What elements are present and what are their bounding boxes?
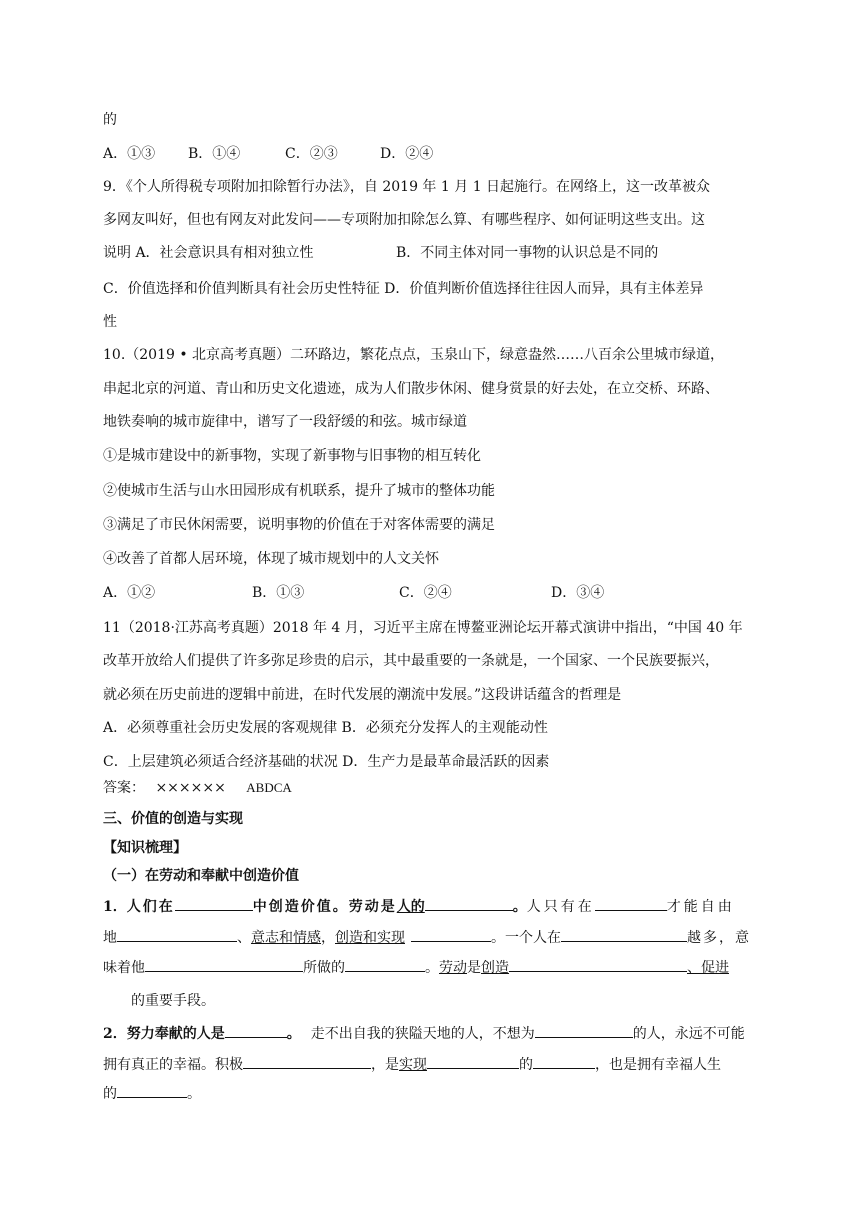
item2-line-2 <box>103 1053 721 1075</box>
fill-blank <box>243 1053 371 1069</box>
item2-text-2: 的人，永远不可能 <box>632 1026 745 1042</box>
q11-line-1: 11（2018·江苏高考真题）2018 年 4 月，习近平主席在博鳌亚洲论坛开幕式演讲中指出，“中国 40 年 <box>103 620 743 636</box>
q8-option-d: D．②④ <box>380 146 434 162</box>
q9-line-2: 多网友叫好，但也有网友对此发问——专项附加扣除怎么算、有哪些程序、如何证明这些支出。这 <box>103 212 705 228</box>
item1-l3-c: 。 <box>425 960 439 976</box>
q10-option-b: B．①③ <box>252 585 305 601</box>
answer-line <box>103 778 292 798</box>
fill-blank <box>117 1082 187 1098</box>
q8-options <box>103 144 433 164</box>
item1-l2-b: 、 <box>237 930 251 946</box>
q9-line-1: 9．《个人所得税专项附加扣除暂行办法》，自 2019 年 1 月 1 日起施行。在网络上，这一改革被众 <box>103 179 711 195</box>
item1-l3-f: 创造 <box>481 960 509 976</box>
q8-tail: 的 <box>103 112 117 128</box>
q8-option-c: C．②③ <box>285 146 338 162</box>
fill-blank <box>427 1053 519 1069</box>
item2-l2-a: 拥有真正的幸福。积极 <box>103 1057 243 1073</box>
fill-blank <box>225 1022 287 1038</box>
q11-line-5: C．上层建筑必须适合经济基础的状况 D．生产力是最革命最活跃的因素 <box>103 754 550 770</box>
item1-line-4: 的重要手段。 <box>131 993 215 1009</box>
q8-option-b: B．①④ <box>188 146 241 162</box>
q10-statement-3: ③满足了市民休闲需要，说明事物的价值在于对客体需要的满足 <box>103 517 495 533</box>
item1-number: 1． <box>103 899 127 915</box>
q9-line-4: C．价值选择和价值判断具有社会历史性特征 D．价值判断价值选择往往因人而异，具有主体差异 <box>103 281 704 297</box>
q10-line-3: 地铁奏响的城市旋律中，谱写了一段舒缓的和弦。城市绿道 <box>103 414 467 430</box>
q9-line-5: 性 <box>103 314 117 330</box>
q10-option-a: A．①② <box>103 585 156 601</box>
item1-l3-e: 是 <box>467 960 481 976</box>
item1-l2-f: 。一个人在 <box>491 930 561 946</box>
fill-blank <box>561 926 687 942</box>
fill-blank <box>411 926 491 942</box>
item2-l2-b: ，是 <box>371 1057 399 1073</box>
item1-l2-a: 地 <box>103 930 117 946</box>
item1-l3-g: 、促进 <box>687 960 729 976</box>
fill-blank <box>425 895 513 911</box>
item1-line-2 <box>103 926 751 948</box>
item1-line-3 <box>103 956 729 978</box>
item2-bold-1: 努力奉献的人是 <box>126 1026 225 1042</box>
item1-l3-a: 味着他 <box>103 960 145 976</box>
q9-option-b: B．不同主体对同一事物的认识总是不同的 <box>396 245 659 261</box>
q11-line-4: A．必须尊重社会历史发展的客观规律 B．必须充分发挥人的主观能动性 <box>103 720 548 736</box>
q10-option-c: C．②④ <box>399 585 452 601</box>
answer-letters: ABDCA <box>246 780 292 795</box>
item1-l2-e: 创造和实现 <box>335 930 405 946</box>
item2-text-1: 走不出自我的狭隘天地的人，不想为 <box>310 1026 535 1042</box>
answer-label: 答案： <box>103 780 145 796</box>
item2-l2-d: 的 <box>519 1057 533 1073</box>
item2-l3-b: 。 <box>187 1086 201 1102</box>
q10-statement-1: ①是城市建设中的新事物，实现了新事物与旧事物的相互转化 <box>103 448 481 464</box>
subsection-title: （一）在劳动和奉献中创造价值 <box>103 868 299 884</box>
q10-statement-4: ④改善了首都人居环境，体现了城市规划中的人文关怀 <box>103 551 439 567</box>
fill-blank <box>535 1022 633 1038</box>
item1-bold-1: 人们在 <box>126 899 175 915</box>
item1-text-2: 才能自由 <box>666 899 735 915</box>
q11-line-2: 改革开放给人们提供了许多弥足珍贵的启示，其中最重要的一条就是，一个国家、一个民族要振兴， <box>103 653 719 669</box>
item2-l2-c: 实现 <box>399 1057 427 1073</box>
knowledge-heading: 【知识梳理】 <box>103 840 187 856</box>
fill-blank <box>533 1053 595 1069</box>
q11-line-3: 就必须在历史前进的逻辑中前进，在时代发展的潮流中发展。”这段讲话蕴含的哲理是 <box>103 687 622 703</box>
item2-number: 2． <box>103 1026 127 1042</box>
q10-line-2: 串起北京的河道、青山和历史文化遗迹，成为人们散步休闲、健身赏景的好去处，在立交桥、环路、 <box>103 381 719 397</box>
q8-option-a: A．①③ <box>103 146 156 162</box>
item1-text-1: 人只有在 <box>526 899 595 915</box>
fill-blank <box>509 956 687 972</box>
fill-blank <box>175 895 253 911</box>
q9-line-3 <box>103 243 658 263</box>
fill-blank <box>345 956 425 972</box>
fill-blank <box>145 956 303 972</box>
item1-l2-c: 意志和情感 <box>251 930 321 946</box>
item2-line-3 <box>103 1082 201 1104</box>
item1-l3-b: 所做的 <box>303 960 345 976</box>
fill-blank <box>117 926 237 942</box>
q10-line-1: 10.（2019 • 北京高考真题）二环路边，繁花点点，玉泉山下，绿意盎然……八百余公里城市绿道， <box>103 347 725 363</box>
item1-l3-d: 劳动 <box>439 960 467 976</box>
q10-statement-2: ②使城市生活与山水田园形成有机联系，提升了城市的整体功能 <box>103 483 495 499</box>
item2-line-1 <box>103 1022 745 1044</box>
q9-option-a: 说明 A．社会意识具有相对独立性 <box>103 245 314 261</box>
item2-bold-2: 。 <box>286 1026 301 1042</box>
q10-options <box>103 583 604 603</box>
item1-bold-2: 中创造价值。劳动是 <box>252 899 397 915</box>
section-title: 三、价值的创造与实现 <box>103 811 243 827</box>
item2-l3-a: 的 <box>103 1086 117 1102</box>
item2-l2-e: ，也是拥有幸福人生 <box>595 1057 721 1073</box>
item1-line-1 <box>103 895 735 917</box>
item1-bold-3: 人的 <box>396 899 425 915</box>
fill-blank <box>595 895 667 911</box>
item1-bold-4: 。 <box>512 899 527 915</box>
item1-l2-g: 越多，意 <box>687 930 751 946</box>
item1-l2-d: ， <box>321 930 335 946</box>
answer-marks: ×××××× <box>155 780 226 796</box>
q10-option-d: D．③④ <box>551 585 605 601</box>
